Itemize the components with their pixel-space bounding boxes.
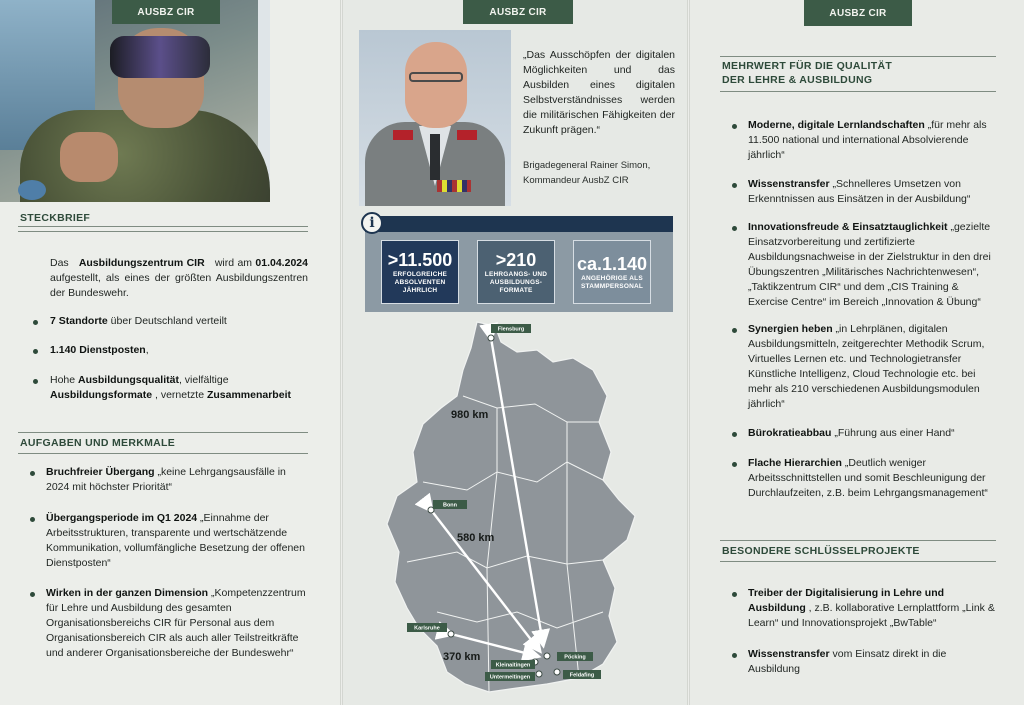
projekt-digitalisierung: Treiber der Digitalisierung in Lehre und Ausbildung , z.B. kollaborative Lernplattform „Link & Learn“ und Innovationsprojekt „BwTable“ (748, 587, 995, 629)
middle-panel (343, 0, 687, 705)
bullet-dot (33, 349, 38, 354)
bullet-dot (33, 320, 38, 325)
left-panel (0, 0, 340, 705)
projekt-wissenstransfer: Wissenstransfer vom Einsatz direkt in die Ausbildung (748, 648, 947, 675)
fact-qualitaet: Hohe Ausbildungsqualität, vielfältige Ausbildungsformate , vernetzte Zusammenarbeit (50, 374, 291, 401)
general-portrait-photo (359, 30, 511, 206)
stats-bar (365, 216, 673, 312)
bullet-dot (732, 226, 737, 231)
divider (18, 231, 308, 232)
bullet-dot (732, 592, 737, 597)
mehrwert-title-line1: MEHRWERT FÜR DIE QUALITÄT (722, 60, 893, 72)
bullet-dot (30, 592, 35, 597)
mehrwert-buerokratieabbau: Bürokratieabbau „Führung aus einer Hand“ (748, 427, 955, 439)
tab-left: AUSBZ CIR (112, 0, 220, 24)
mehrwert-synergien: Synergien heben „in Lehrplänen, digitalen Ausbildungsmitteln, zeitgerechter Methodik Scrum, Virtuelles Lernen etc. und Technologietransfer Künstliche Intelligenz, Cloud Technologie etc. bei mehr als 210 verschiedenen Ausbildungsmodulen jährlich“ (748, 323, 985, 410)
distance-label-980: 980 km (451, 409, 489, 421)
bullet-dot (732, 653, 737, 658)
aufgabe-uebergangsperiode: Übergangsperiode im Q1 2024 „Einnahme der Arbeitsstrukturen, transparente und wertschätzende Kommunikation, vollumfängliche Besetzung der offenen Dienstposten“ (46, 512, 305, 569)
stat-absolventen: >11.500 ERFOLGREICHE ABSOLVENTEN JÄHRLICH (381, 240, 459, 304)
mehrwert-lernlandschaften: Moderne, digitale Lernlandschaften „für mehr als 11.500 national und international Absolvierende jährlich“ (748, 119, 987, 161)
bullet-dot (30, 517, 35, 522)
stat-stammpersonal: ca.1.140 ANGEHÖRIGE ALS STAMMPERSONAL (573, 240, 651, 304)
divider (720, 91, 996, 92)
city-label-flensburg: Flensburg (497, 326, 525, 333)
bullet-dot (732, 124, 737, 129)
distance-label-580: 580 km (457, 532, 495, 544)
mehrwert-innovationsfreude: Innovationsfreude & Einsatztauglichkeit „gezielte Einsatzvorbereitung und zertifizierte Ausbildungsnachweise in der Zielstruktur in den drei Übungszentren „Militärisches Nachrichtenwesen“, „Taktikzentrum CIR“ und dem „CIS Training & Exercise Centre“ im Bereich „Innovation & Übung“ (748, 221, 991, 308)
quote-attribution: Brigadegeneral Rainer Simon, Kommandeur AusbZ CIR (523, 160, 651, 186)
bullet-dot (33, 379, 38, 384)
divider (18, 226, 308, 227)
info-icon: i (361, 212, 383, 234)
mehrwert-hierarchien: Flache Hierarchien „Deutlich weniger Arbeitsschnittstellen und somit Beschleunigung der Durchlaufzeiten, z.B. beim Lehrgangsmanagement“ (748, 457, 988, 499)
steckbrief-title: STECKBRIEF (20, 212, 91, 224)
right-panel (690, 0, 1024, 705)
aufgabe-uebergang: Bruchfreier Übergang „keine Lehrgangsausfälle in 2024 mit höchster Priorität“ (46, 466, 286, 493)
stat-formate: >210 LEHRGANGS- UND AUSBILDUNGS-FORMATE (477, 240, 555, 304)
germany-map (367, 312, 663, 702)
city-label-feldafing: Feldafing (569, 672, 595, 679)
fact-standorte: 7 Standorte über Deutschland verteilt (50, 315, 227, 327)
aufgabe-wirken: Wirken in der ganzen Dimension „Kompetenzzentrum für Lehre und Ausbildung des gesamten Organisationsbereichs CIR für Personal aus dem Organisationsbereich CIR als auch aller Teilstreitkräfte und anderer Organisationsbereiche der Bundeswehr“ (46, 587, 306, 659)
projekte-title: BESONDERE SCHLÜSSELPROJEKTE (722, 545, 920, 557)
bullet-dot (732, 328, 737, 333)
divider (720, 540, 996, 541)
city-label-karlsruhe: Karlsruhe (414, 625, 440, 632)
aufgaben-title: AUFGABEN UND MERKMALE (20, 437, 176, 449)
distance-label-370: 370 km (443, 651, 481, 663)
bullet-dot (732, 462, 737, 467)
tab-middle: AUSBZ CIR (463, 0, 573, 24)
city-label-bonn: Bonn (442, 502, 458, 509)
bullet-dot (30, 471, 35, 476)
fact-dienstposten: 1.140 Dienstposten, (50, 344, 149, 356)
divider (18, 432, 308, 433)
quote-text: „Das Ausschöpfen der digitalen Möglichkeiten und das Ausbilden eines digitalen Selbstverständnisses werden die militärischen Fähigkeiten der Zukunft prägen.“ (523, 49, 675, 136)
intro-paragraph: Das Ausbildungszentrum CIR wird am 01.04.2024 aufgestellt, als eines der größten Ausbildungszentren der Bundeswehr. (50, 257, 308, 299)
mehrwert-title-line2: DER LEHRE & AUSBILDUNG (722, 74, 873, 86)
city-label-kleinaitingen: Kleinaitingen (495, 662, 531, 669)
divider (18, 453, 308, 454)
city-label-poecking: Pöcking (564, 654, 586, 661)
germany-outline (387, 322, 635, 692)
city-label-untermeitingen: Untermeitingen (489, 674, 531, 681)
mehrwert-wissenstransfer: Wissenstransfer „Schnelleres Umsetzen von Erkenntnissen aus Einsätzen in der Ausbildung“ (748, 178, 971, 205)
bullet-dot (732, 432, 737, 437)
divider (720, 56, 996, 57)
tab-right: AUSBZ CIR (804, 0, 912, 26)
divider (720, 561, 996, 562)
bullet-dot (732, 183, 737, 188)
soldier-vr-photo (0, 0, 270, 202)
